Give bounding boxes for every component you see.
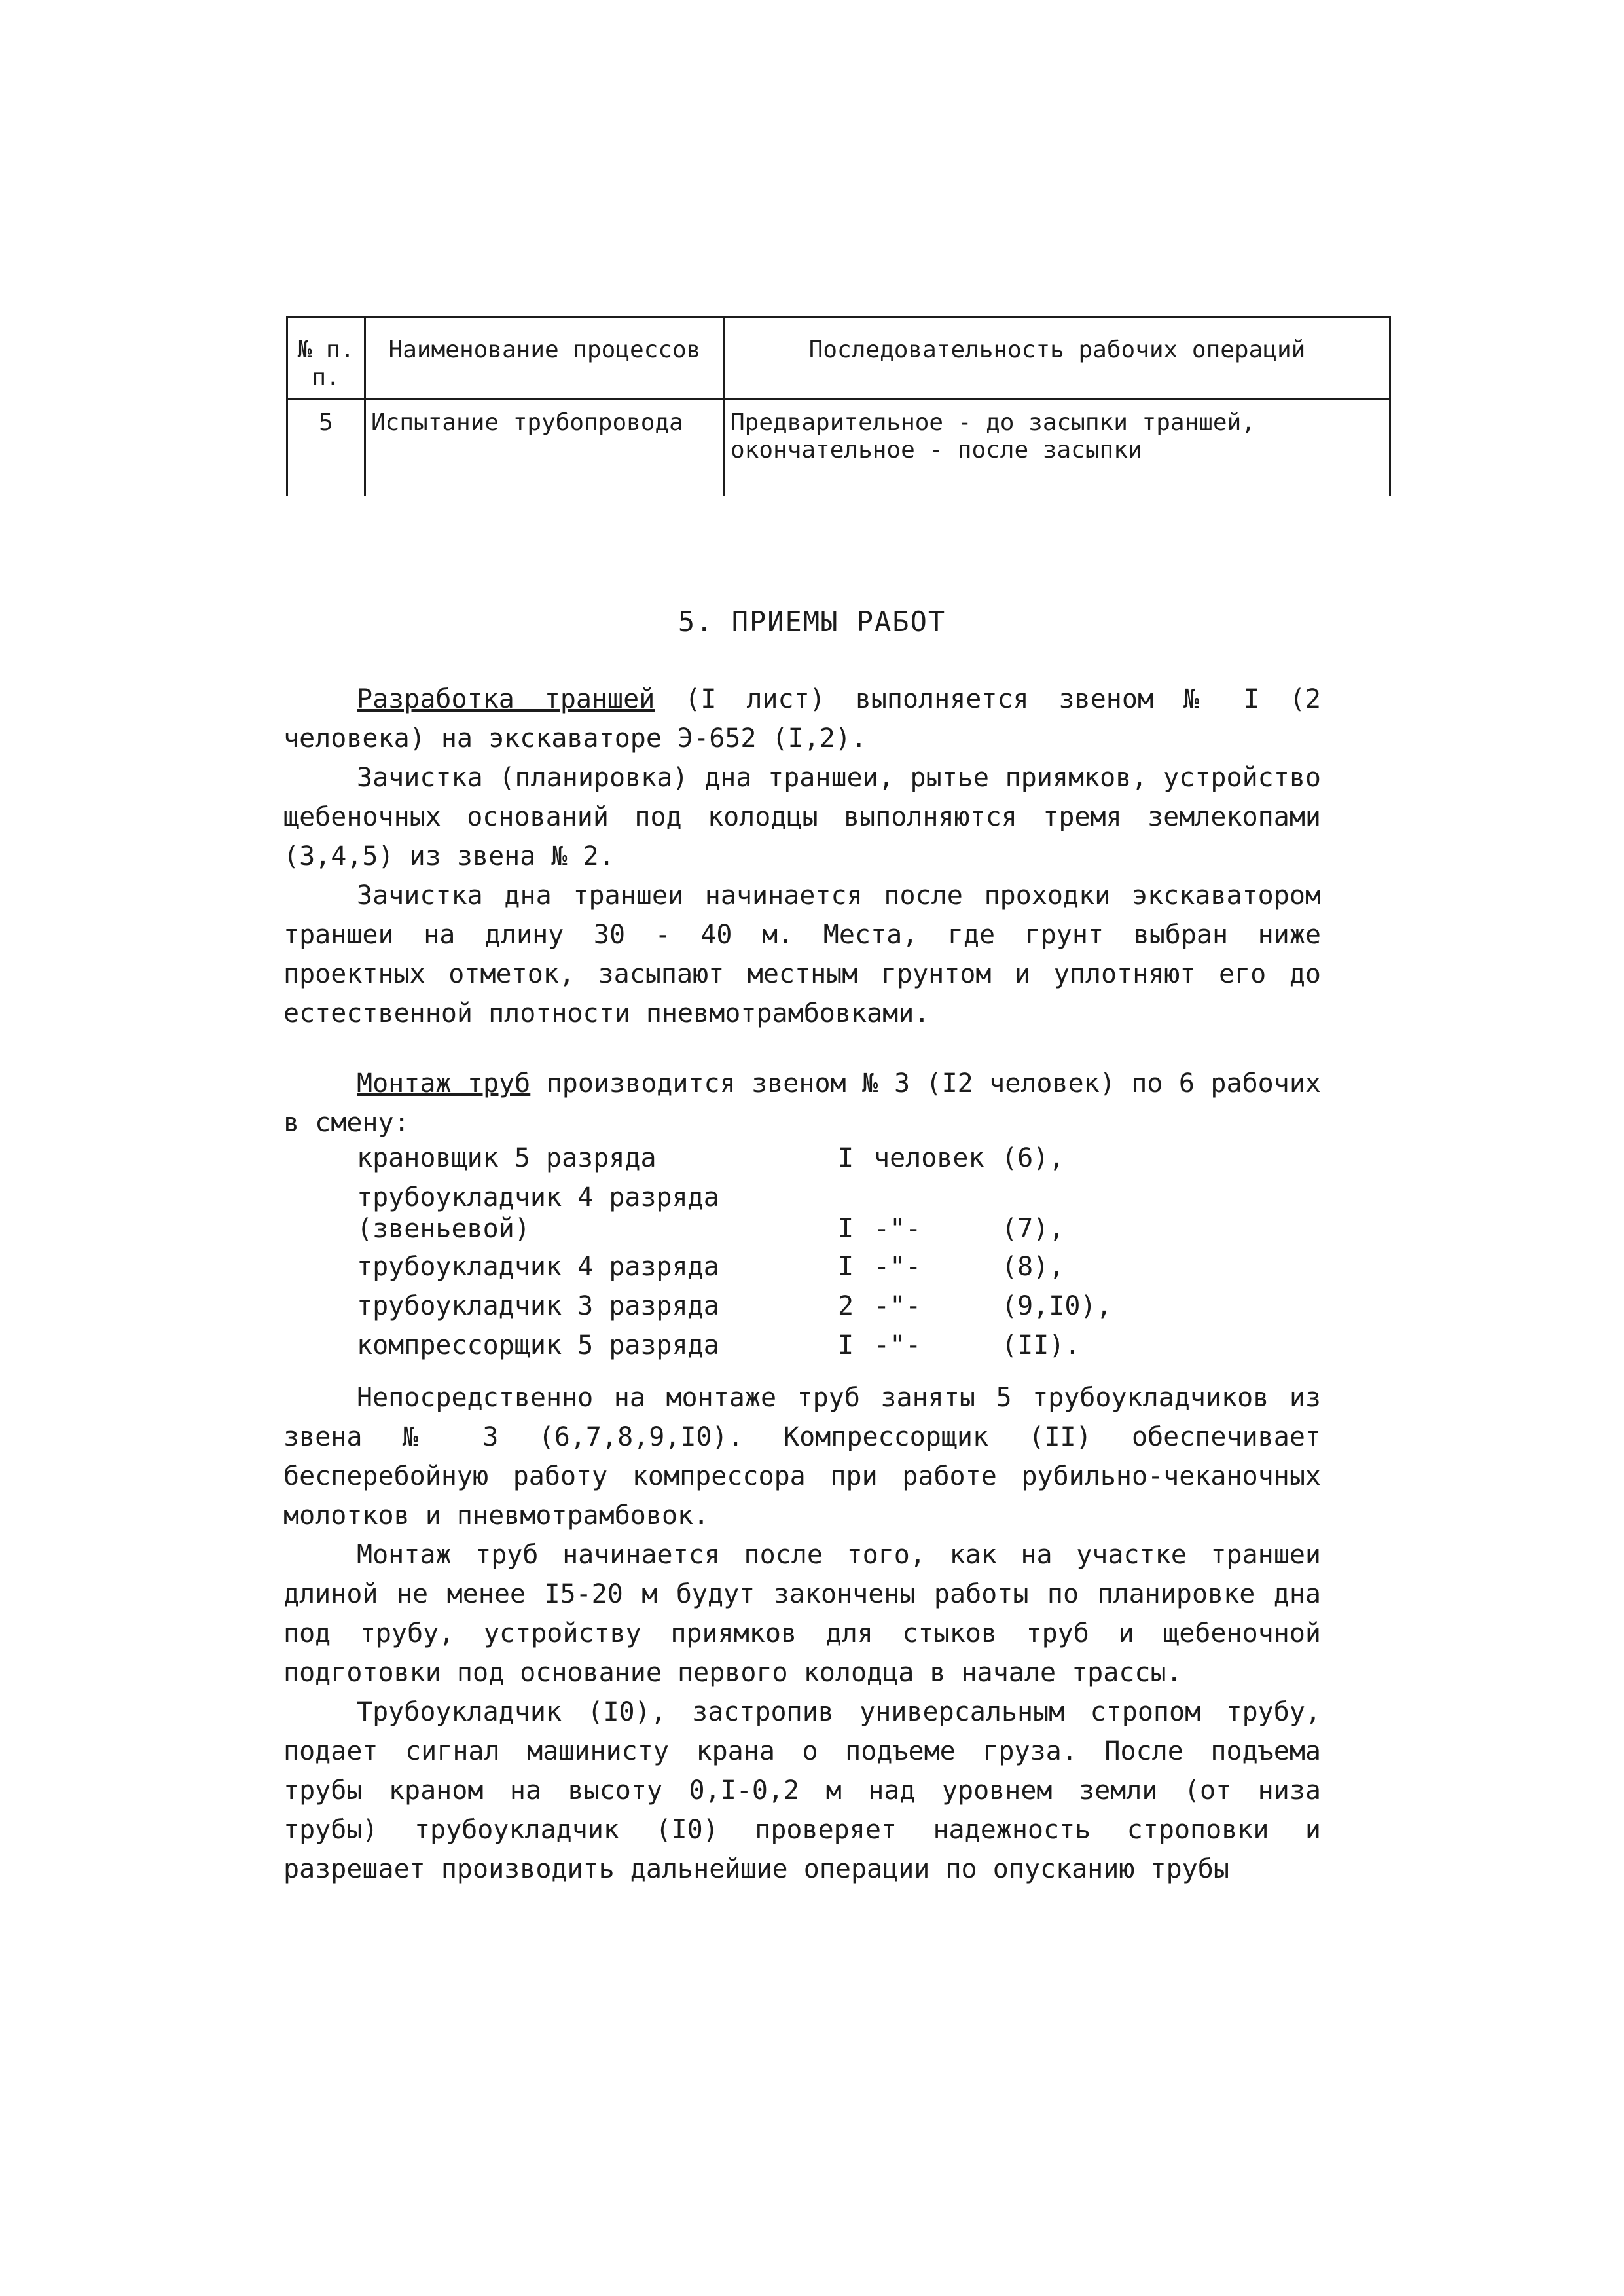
paragraph-trench-cleaning: Зачистка (планировка) дна траншеи, рытье приямков, устройство щебеночных оснований под колодцы выполняются тремя землекопами (3,4,5) из звена № 2.: [283, 763, 1321, 871]
crew-ref: (8),: [1001, 1252, 1065, 1282]
crew-unit: -"-: [874, 1291, 922, 1321]
row-operations: Предварительное - до засыпки траншей, окончательное - после засыпки: [725, 399, 1390, 496]
crew-count: I: [838, 1214, 854, 1244]
list-item: [357, 1142, 1208, 1182]
paragraph-installation-crew: Непосредственно на монтаже труб заняты 5 трубоукладчиков из звена № 3 (6,7,8,9,I0). Компрессорщик (II) обеспечивает бесперебойную работу компрессора при работе рубильно-чеканочных молотков и пневмотрамбовок.: [283, 1383, 1321, 1531]
crew-ref: (6),: [1001, 1143, 1065, 1173]
row-process-name: Испытание трубопровода: [365, 399, 725, 496]
crew-role: трубоукладчик 4 разряда: [357, 1252, 719, 1282]
header-process-name: Наименование процессов: [365, 317, 725, 399]
table-header-row: [287, 317, 1390, 399]
crew-count: 2: [838, 1291, 854, 1321]
paragraph-pipe-slinging: Трубоукладчик (I0), застропив универсальным стропом трубу, подает сигнал машинисту крана о подъеме груза. После подъема трубы краном на высоту 0,I-0,2 м над уровнем земли (от низа трубы) трубоукладчик (I0) проверяет надежность строповки и разрешает производить дальнейшие операции по опусканию трубы: [283, 1697, 1321, 1884]
crew-list: [357, 1142, 1208, 1369]
crew-unit: -"-: [874, 1214, 922, 1244]
list-item: [357, 1251, 1208, 1290]
pipe-installation-text: производится звеном № 3 (I2 человек) по 6 рабочих в смену:: [283, 1068, 1321, 1138]
list-item: [357, 1182, 1208, 1251]
row-num: 5: [287, 399, 365, 496]
crew-ref: (9,I0),: [1001, 1291, 1112, 1321]
trench-excavation-text: (I лист) выполняется звеном № I (2 человека) на экскаваторе Э-652 (I,2).: [283, 684, 1321, 754]
section-title: 5. ПРИЕМЫ РАБОТ: [677, 606, 947, 638]
crew-role: крановщик 5 разряда: [357, 1143, 657, 1173]
paragraph-cleaning-start: Зачистка дна траншеи начинается после проходки экскаватором траншеи на длину 30 - 40 м. Места, где грунт выбран ниже проектных отметок, засыпают местным грунтом и уплотняют его до естественной плотности пневмотрамбовками.: [283, 881, 1321, 1029]
pipe-installation-term: Монтаж труб: [357, 1068, 531, 1099]
crew-ref: (7),: [1001, 1214, 1065, 1244]
table-row: [287, 399, 1390, 496]
crew-count: I: [838, 1143, 854, 1173]
crew-count: I: [838, 1252, 854, 1282]
crew-unit: -"-: [874, 1330, 922, 1360]
paragraph-installation-start: Монтаж труб начинается после того, как на участке траншеи длиной не менее I5-20 м будут закончены работы по планировке дна под трубу, устройству приямков для стыков труб и щебеночной подготовки под основание первого колодца в начале трассы.: [283, 1540, 1321, 1688]
crew-role: трубоукладчик 4 разряда (звеньевой): [357, 1182, 719, 1244]
list-item: [357, 1330, 1208, 1369]
crew-count: I: [838, 1330, 854, 1360]
header-operations: Последовательность рабочих операций: [725, 317, 1390, 399]
header-num: № п. п.: [287, 317, 365, 399]
crew-unit: человек: [874, 1143, 984, 1173]
crew-unit: -"-: [874, 1252, 922, 1282]
paragraph-pipe-installation: [283, 1064, 1321, 1142]
process-table: [286, 316, 1391, 496]
trench-excavation-term: Разработка траншей: [357, 684, 655, 714]
crew-role: трубоукладчик 3 разряда: [357, 1291, 719, 1321]
crew-role: компрессорщик 5 разряда: [357, 1330, 719, 1360]
crew-ref: (II).: [1001, 1330, 1081, 1360]
paragraph-trench-excavation: [283, 680, 1321, 758]
list-item: [357, 1290, 1208, 1330]
